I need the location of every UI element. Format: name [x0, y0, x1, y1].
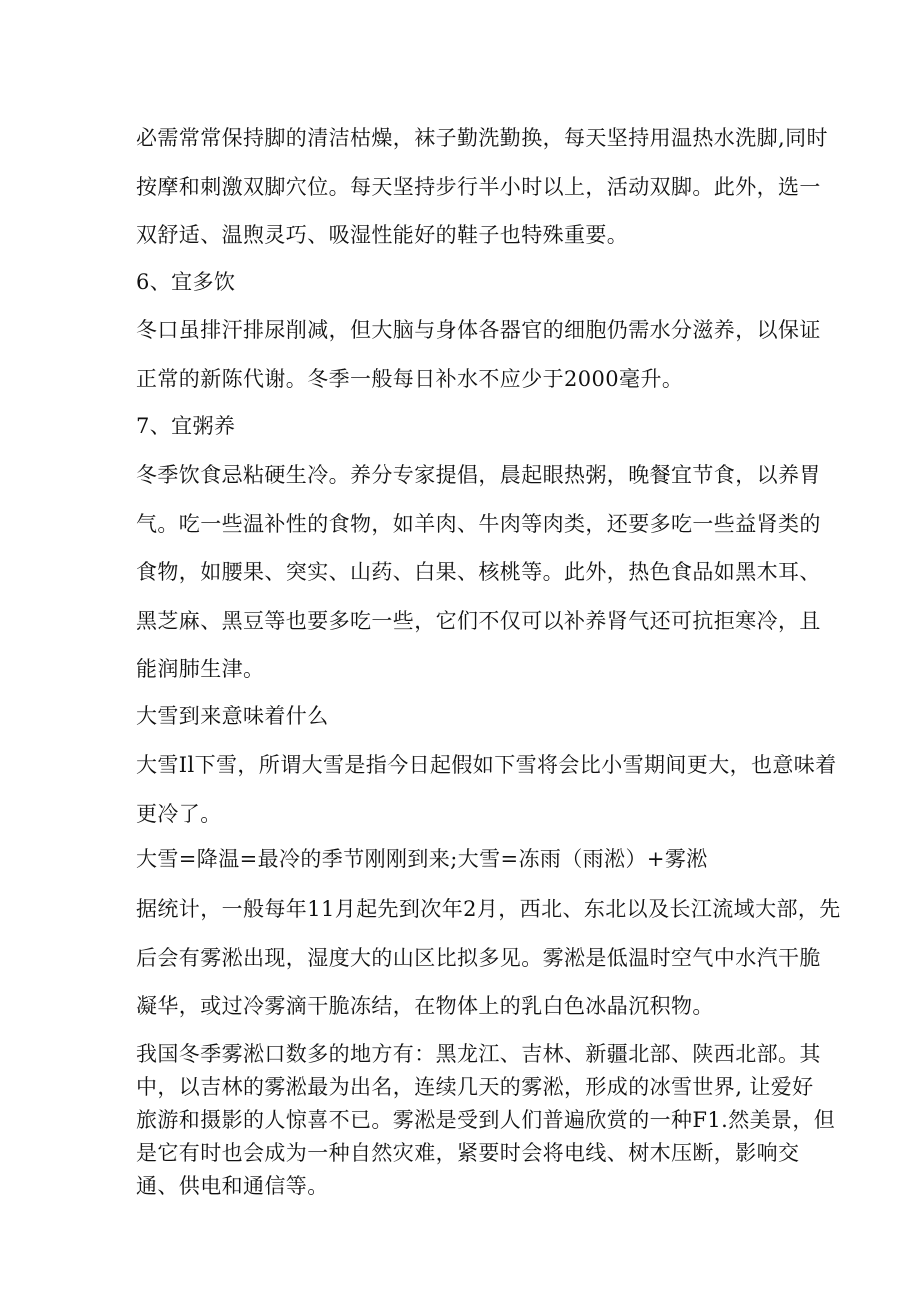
text-line: 7、宜粥养	[136, 414, 236, 438]
text-line: 我国冬季雾淞口数多的地方有：黑龙江、吉林、新疆北部、陕西北部。其	[136, 1042, 821, 1066]
text-line: 冬季饮食忌粘硬生冷。养分专家提倡，晨起眼热粥，晚餐宜节食，以养胃	[136, 463, 821, 487]
text-line: 必需常常保持脚的清洁枯燥，袜子勤洗勤换，每天坚持用温热水洗脚,同时	[136, 126, 828, 150]
text-line: 6、宜多饮	[136, 270, 236, 294]
text-line: 按摩和刺激双脚穴位。每天坚持步行半小时以上，活动双脚。此外，选一	[136, 174, 821, 199]
text-line: 更冷了。	[136, 801, 222, 826]
text-line: 大雪Il下雪，所谓大雪是指今日起假如下雪将会比小雪期间更大，也意味着	[136, 753, 837, 777]
paragraph-snow-equation	[136, 844, 796, 874]
text-line: 凝华，或过冷雾滴干脆冻结，在物体上的乳白色冰晶沉积物。	[136, 994, 714, 1018]
text-line: 双舒适、温煦灵巧、吸湿性能好的鞋子也特殊重要。	[136, 223, 629, 247]
text-line: 是它有时也会成为一种自然灾难，紧要时会将电线、树木压断，影响交	[136, 1141, 800, 1165]
heading-drink-more	[136, 267, 796, 297]
paragraph-diet	[136, 451, 821, 694]
text-line: 旅游和摄影的人惊喜不已。雾淞是受到人们普遍欣赏的一种F1.然美景，但	[136, 1108, 836, 1132]
paragraph-heavy-snow-meaning	[136, 741, 837, 838]
text-line: 大雪=降温=最冷的季节刚刚到来;大雪=冻雨（雨淞）+雾淞	[136, 847, 708, 871]
text-line: 能润肺生津。	[136, 657, 265, 681]
paragraph-rime-statistics	[136, 885, 841, 1031]
text-line: 冬口虽排汗排尿削减，但大脑与身体各器官的细胞仍需水分滋养，以保证	[136, 318, 821, 342]
text-line: 后会有雾淞出现，湿度大的山区比拟多见。雾淞是低温时空气中水汽干脆	[136, 945, 821, 970]
text-line: 正常的新陈代谢。冬季一般每日补水不应少于2000毫升。	[136, 366, 684, 391]
paragraph-hydration	[136, 306, 821, 403]
paragraph-foot-care	[136, 114, 828, 260]
heading-porridge	[136, 411, 796, 441]
paragraph-rime-regions	[136, 1038, 836, 1203]
text-line: 食物，如腰果、突实、山药、白果、核桃等。此外，热色食品如黑木耳、	[136, 560, 821, 584]
text-line: 中，以吉林的雾淞最为出名，连续几天的雾淞，形成的冰雪世界, 让爱好	[136, 1075, 814, 1099]
text-line: 通、供电和通信等。	[136, 1174, 329, 1198]
text-line: 黑芝麻、黑豆等也要多吃一些，它们不仅可以补养肾气还可抗拒寒冷，且	[136, 608, 821, 633]
text-line: 大雪到来意味着什么	[136, 704, 329, 728]
text-line: 据统计，一般每年11月起先到次年2月，西北、东北以及长江流域大部，先	[136, 897, 841, 921]
heading-heavy-snow	[136, 701, 796, 731]
text-line: 气。吃一些温补性的食物，如羊肉、牛肉等肉类，还要多吃一些益肾类的	[136, 511, 821, 536]
